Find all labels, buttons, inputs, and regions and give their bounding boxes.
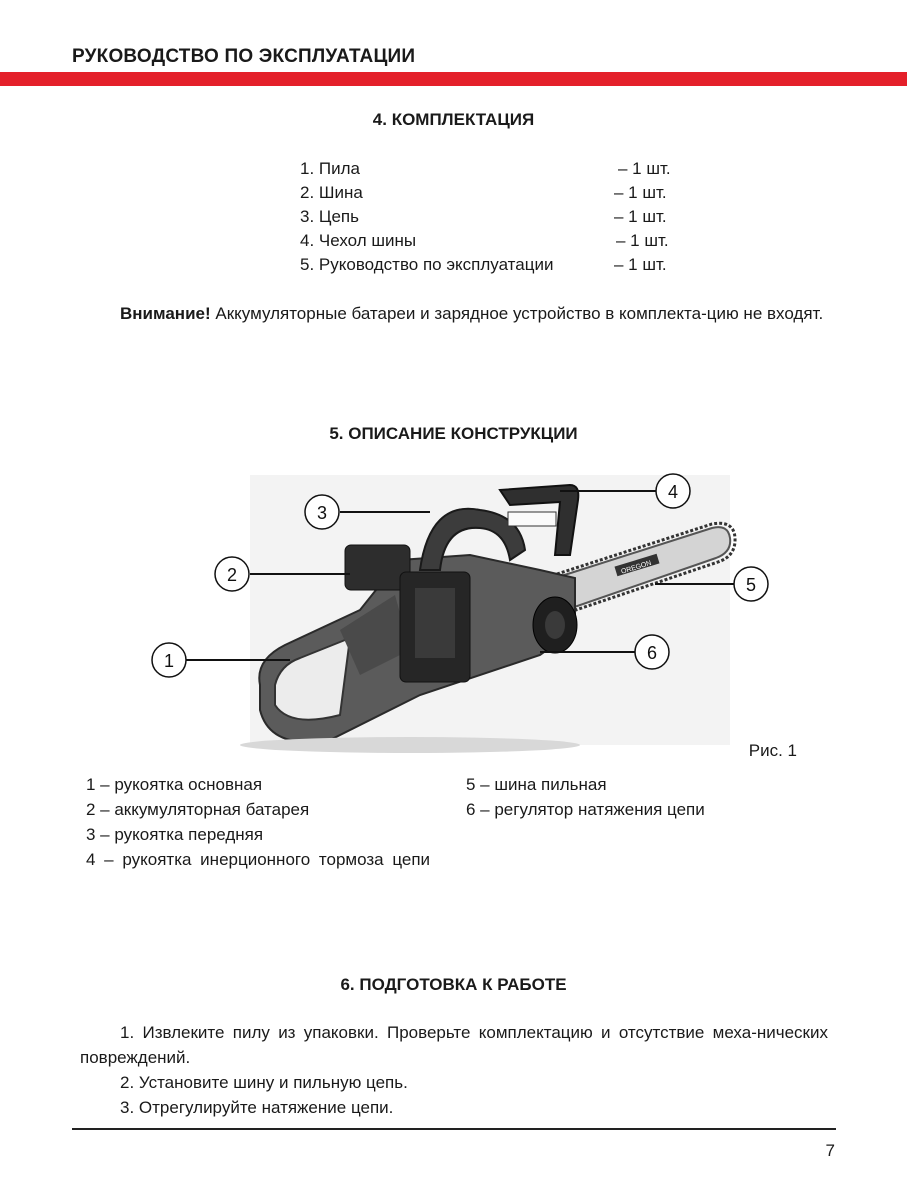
legend-item: 6 – регулятор натяжения цепи: [466, 800, 705, 819]
svg-text:5: 5: [745, 575, 757, 595]
kit-item-name: 2. Шина: [300, 183, 363, 202]
attention-label: Внимание!: [120, 304, 211, 323]
kit-item-name: 4. Чехол шины: [300, 231, 417, 250]
page-number: 7: [825, 1141, 835, 1160]
kit-item-qty: – 1 шт.: [614, 183, 667, 202]
svg-text:1: 1: [163, 651, 175, 671]
section-6-title: 6. ПОДГОТОВКА К РАБОТЕ: [340, 975, 567, 994]
prep-step: 1. Извлеките пилу из упаковки. Проверьте комплектацию и отсутствие меха-нических повреждений.: [80, 1023, 828, 1067]
legend-item: 5 – шина пильная: [466, 775, 607, 794]
legend-right: [466, 772, 826, 822]
svg-text:2: 2: [226, 565, 238, 585]
prep-step: 2. Установите шину и пильную цепь.: [120, 1073, 408, 1092]
header-red-bar: [0, 72, 907, 86]
kit-item-qty: – 1 шт.: [616, 231, 669, 250]
legend-left: [86, 772, 442, 872]
kit-item-name: 1. Пила: [300, 159, 360, 178]
legend-item: 4 – рукоятка инерционного тормоза цепи: [86, 850, 431, 869]
page-header-title: РУКОВОДСТВО ПО ЭКСПЛУАТАЦИИ: [72, 46, 416, 67]
figure-caption: Рис. 1: [748, 741, 797, 760]
kit-item-qty: – 1 шт.: [614, 255, 667, 274]
kit-item-name: 5. Руководство по эксплуатации: [300, 255, 554, 274]
svg-text:6: 6: [646, 643, 658, 663]
svg-text:3: 3: [316, 503, 328, 523]
kit-item-qty: – 1 шт.: [614, 207, 667, 226]
kit-item: [0, 205, 907, 229]
bar-brand-label: OREGON: [620, 559, 653, 576]
footer-rule: [72, 1128, 836, 1130]
callout-6: [635, 635, 669, 669]
callout-4: [656, 474, 690, 508]
kit-item: [0, 157, 907, 181]
legend-item: 3 – рукоятка передняя: [86, 825, 264, 844]
chainsaw-figure: [0, 460, 907, 760]
callout-2: [215, 557, 249, 591]
kit-item: [0, 181, 907, 205]
kit-item-qty: – 1 шт.: [618, 159, 671, 178]
section-4-title: 4. КОМПЛЕКТАЦИЯ: [372, 110, 535, 129]
attention-note: [80, 301, 828, 326]
callout-3: [305, 495, 339, 529]
prep-step: 3. Отрегулируйте натяжение цепи.: [120, 1098, 394, 1117]
legend-item: 2 – аккумуляторная батарея: [86, 800, 310, 819]
legend-item: 1 – рукоятка основная: [86, 775, 263, 794]
callout-1: [152, 643, 186, 677]
svg-text:4: 4: [667, 482, 679, 502]
kit-item: [0, 253, 907, 277]
section-5-title: 5. ОПИСАНИЕ КОНСТРУКЦИИ: [329, 424, 578, 443]
attention-text: Аккумуляторные батареи и зарядное устройство в комплекта-цию не входят.: [210, 304, 824, 323]
kit-item-name: 3. Цепь: [300, 207, 359, 226]
kit-item: [0, 229, 907, 253]
callout-5: [734, 567, 768, 601]
